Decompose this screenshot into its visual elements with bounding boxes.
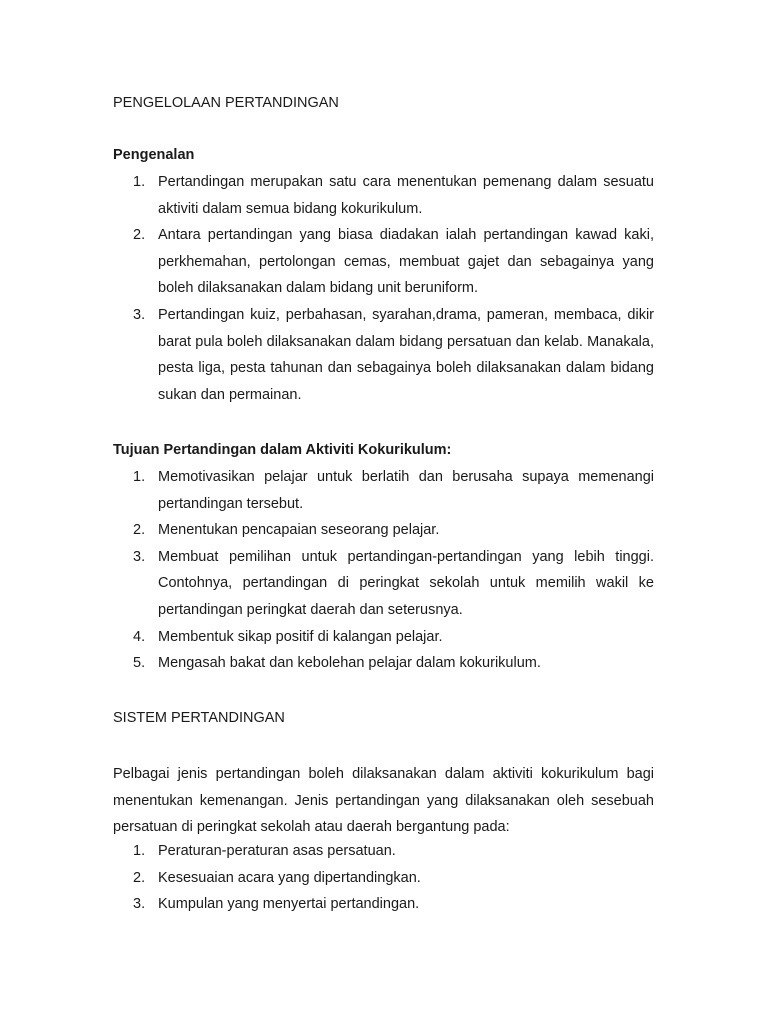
tujuan-list	[113, 464, 654, 677]
section-heading-sistem: SISTEM PERTANDINGAN	[113, 710, 285, 726]
list-number: 1.	[133, 843, 146, 859]
list-number: 3.	[133, 896, 146, 913]
list-number: 1.	[133, 174, 146, 190]
list-item-text: Kumpulan yang menyertai pertandingan.	[158, 896, 420, 913]
list-number: 5.	[133, 655, 146, 672]
list-item-text: Peraturan-peraturan asas persatuan.	[158, 843, 396, 859]
list-item	[113, 517, 654, 544]
list-number: 3.	[133, 306, 146, 323]
sistem-paragraph: Pelbagai jenis pertandingan boleh dilaksanakan dalam aktiviti kokurikulum bagi menentukan kemenangan. Jenis pertandingan yang dilaksanakan oleh sesebuah persatuan di peringkat sekolah atau daerah bergantung pada:	[113, 766, 654, 836]
section-heading-tujuan: Tujuan Pertandingan dalam Aktiviti Kokurikulum:	[113, 442, 452, 458]
list-item	[113, 302, 654, 408]
list-item-text: Antara pertandingan yang biasa diadakan ialah pertandingan kawad kaki, perkhemahan, pertolongan cemas, membuat gajet dan sebagainya yang boleh dilaksanakan dalam bidang unit beruniform.	[158, 227, 654, 297]
list-item-text: Pertandingan merupakan satu cara menentukan pemenang dalam sesuatu aktiviti dalam semua bidang kokurikulum.	[158, 174, 654, 217]
list-number: 4.	[133, 628, 146, 645]
list-item	[113, 222, 654, 302]
list-item	[113, 169, 654, 222]
list-item-text: Membentuk sikap positif di kalangan pelajar.	[158, 628, 443, 645]
list-item	[113, 544, 654, 624]
list-number: 3.	[133, 548, 146, 565]
list-item	[113, 865, 654, 892]
list-item-text: Menentukan pencapaian seseorang pelajar.	[158, 522, 440, 539]
list-number: 1.	[133, 469, 146, 485]
list-item-text: Membuat pemilihan untuk pertandingan-pertandingan yang lebih tinggi. Contohnya, pertandingan di peringkat sekolah untuk memilih wakil ke pertandingan peringkat daerah dan seterusnya.	[158, 548, 654, 618]
section-heading-pengenalan: Pengenalan	[113, 147, 195, 163]
list-item-text: Memotivasikan pelajar untuk berlatih dan berusaha supaya memenangi pertandingan tersebut.	[158, 469, 654, 512]
sistem-list	[113, 838, 654, 918]
list-item	[113, 464, 654, 517]
list-number: 2.	[133, 522, 146, 539]
list-number: 2.	[133, 869, 146, 886]
list-item	[113, 624, 654, 651]
list-item-text: Pertandingan kuiz, perbahasan, syarahan,drama, pameran, membaca, dikir barat pula boleh dilaksanakan dalam bidang persatuan dan kelab. Manakala, pesta liga, pesta tahunan dan sebagainya boleh dilaksanakan dalam bidang sukan dan permainan.	[158, 306, 654, 403]
list-number: 2.	[133, 227, 146, 244]
list-item	[113, 650, 654, 677]
list-item	[113, 838, 654, 865]
pengenalan-list	[113, 169, 654, 408]
list-item	[113, 891, 654, 918]
document-title: PENGELOLAAN PERTANDINGAN	[113, 95, 339, 111]
list-item-text: Kesesuaian acara yang dipertandingkan.	[158, 869, 421, 886]
list-item-text: Mengasah bakat dan kebolehan pelajar dalam kokurikulum.	[158, 655, 541, 672]
